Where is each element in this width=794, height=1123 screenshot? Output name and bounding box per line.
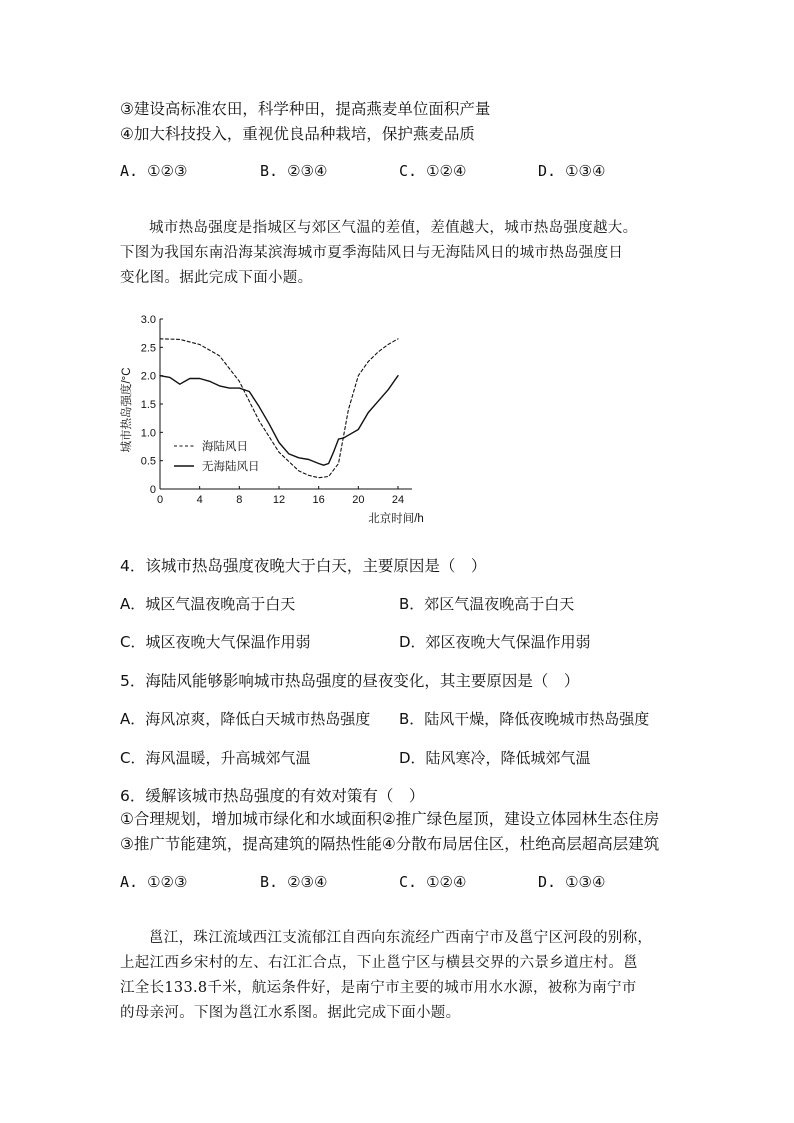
item-3: ③建设高标准农田，科学种田，提高燕麦单位面积产量 — [120, 100, 491, 118]
passage2-line-4: 的母亲河。下图为邕江水系图。据此完成下面小题。 — [120, 1005, 461, 1021]
option-d: D. ①③④ — [538, 162, 606, 180]
q4-option-c: C．城区夜晚大气保温作用弱 — [120, 633, 311, 651]
option-b: B. ②③④ — [260, 162, 328, 180]
x-tick-label: 4 — [196, 494, 203, 506]
q4-stem: 4．该城市热岛强度夜晚大于白天，主要原因是（ ） — [120, 557, 487, 575]
passage1-line-3: 变化图。据此完成下面小题。 — [120, 270, 313, 286]
y-tick-label: 0 — [149, 484, 156, 496]
y-axis-label: 城市热岛强度/°C — [121, 367, 133, 453]
y-tick-label: 2.5 — [140, 342, 156, 355]
q5-option-b: B．陆风干燥，降低夜晚城市热岛强度 — [399, 710, 650, 728]
y-tick-label: 1.0 — [140, 427, 156, 440]
passage2-line-1: 邕江，珠江流域西江支流郁江自西向东流经广西南宁市及邕宁区河段的别称， — [149, 930, 653, 946]
option-c: C. ①②④ — [399, 162, 467, 180]
passage1-line-1: 城市热岛强度是指城区与郊区气温的差值，差值越大，城市热岛强度越大。 — [149, 220, 638, 236]
q5-stem: 5．海陆风能够影响城市热岛强度的昼夜变化，其主要原因是（ ） — [120, 672, 580, 690]
item-4: ④加大科技投入，重视优良品种栽培，保护燕麦品质 — [120, 125, 475, 143]
q6-option-d: D. ①③④ — [538, 873, 606, 891]
series-line-1 — [160, 339, 398, 478]
y-tick-label: 1.5 — [140, 399, 156, 411]
q6-option-c: C. ①②④ — [399, 873, 467, 891]
q4-option-a: A．城区气温夜晚高于白天 — [120, 595, 296, 613]
q6-option-b: B. ②③④ — [260, 873, 328, 891]
q6-stem: 6．缓解该城市热岛强度的有效对策有（ ） — [120, 787, 425, 805]
x-tick-label: 16 — [312, 494, 325, 506]
q5-option-a: A．海风凉爽，降低白天城市热岛强度 — [120, 710, 371, 728]
chart-series — [160, 339, 398, 478]
q5-option-c: C．海风温暖，升高城郊气温 — [120, 749, 311, 767]
q6-item-line-2: ③推广节能建筑，提高建筑的隔热性能④分散布局居住区，杜绝高层超高层建筑 — [120, 835, 660, 853]
y-tick-label: 0.5 — [140, 455, 156, 468]
chart-legend — [174, 439, 260, 473]
option-a: A. ①②③ — [120, 162, 188, 180]
q5-option-d: D．陆风寒冷，降低城郊气温 — [399, 749, 591, 767]
q6-option-a: A. ①②③ — [120, 873, 188, 891]
x-tick-label: 8 — [236, 494, 243, 506]
legend-label-1: 海陆风日 — [202, 441, 248, 453]
q4-option-d: D．郊区夜晚大气保温作用弱 — [399, 633, 591, 651]
passage1-line-2: 下图为我国东南沿海某滨海城市夏季海陆风日与无海陆风日的城市热岛强度日 — [120, 245, 624, 261]
chart-axes — [119, 314, 424, 525]
x-tick-label: 20 — [352, 494, 365, 506]
y-tick-label: 3.0 — [140, 314, 156, 326]
y-tick-label: 2.0 — [140, 370, 156, 383]
heat-island-chart — [110, 308, 430, 530]
x-tick-label: 0 — [156, 494, 164, 506]
passage2-line-2: 上起江西乡宋村的左、右江汇合点，下止邕宁区与横县交界的六景乡道庄村。邕 — [120, 955, 638, 971]
x-axis-label: 北京时间/h — [368, 513, 424, 525]
q4-option-b: B．郊区气温夜晚高于白天 — [399, 595, 575, 613]
x-tick-label: 24 — [391, 494, 405, 506]
q6-item-line-1: ①合理规划，增加城市绿化和水域面积②推广绿色屋顶，建设立体园林生态住房 — [120, 810, 660, 828]
x-tick-label: 12 — [272, 494, 286, 506]
passage2-line-3: 江全长133.8千米，航运条件好，是南宁市主要的城市用水水源，被称为南宁市 — [120, 980, 637, 996]
legend-label-2: 无海陆风日 — [202, 461, 260, 473]
